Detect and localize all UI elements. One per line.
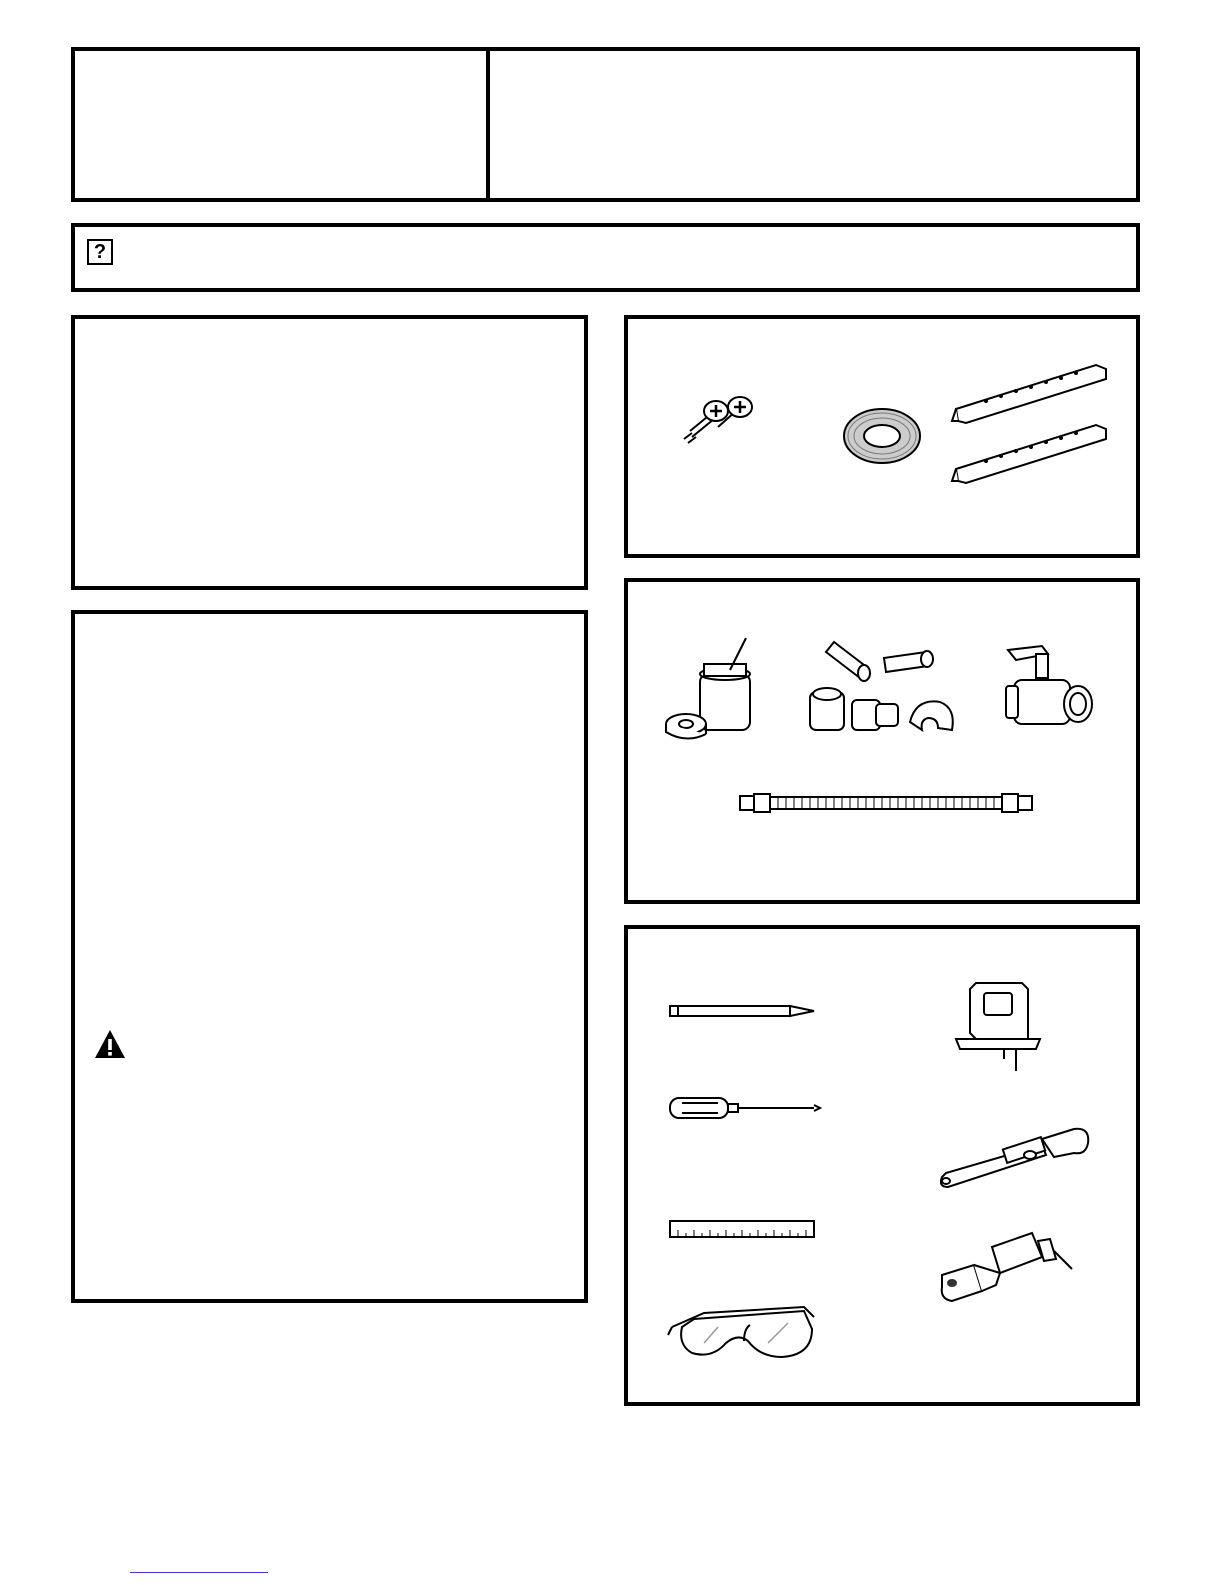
- jigsaw-icon: [946, 979, 1046, 1073]
- parts-box: [624, 315, 1140, 558]
- washer-icon: [840, 405, 924, 467]
- header-box: [71, 47, 1140, 202]
- help-bar: [71, 223, 1140, 292]
- header-left-cell: [85, 61, 475, 191]
- materials-box: [624, 578, 1140, 904]
- screws-icon: [670, 385, 760, 445]
- brackets-icon: [946, 359, 1116, 489]
- ruler-icon: [668, 1219, 816, 1241]
- question-icon: ?: [87, 239, 113, 265]
- header-right-cell: [500, 61, 1130, 191]
- pencil-icon: [668, 1003, 818, 1019]
- pipe-fittings-icon: [806, 638, 962, 738]
- warning-triangle-icon: [93, 1028, 127, 1060]
- drill-icon: [938, 1229, 1078, 1309]
- pipe-compound-icon: [664, 634, 764, 744]
- shutoff-valve-icon: [1002, 642, 1098, 738]
- pipe-wrench-icon: [934, 1125, 1094, 1195]
- flexible-gas-line-icon: [738, 790, 1038, 816]
- header-divider: [486, 51, 490, 198]
- screwdriver-icon: [668, 1095, 824, 1121]
- left-top-box: [71, 315, 588, 590]
- tools-box: [624, 925, 1140, 1406]
- left-bottom-box: [71, 610, 588, 1303]
- safety-glasses-icon: [664, 1299, 818, 1369]
- footer-link-underline: [130, 1572, 268, 1573]
